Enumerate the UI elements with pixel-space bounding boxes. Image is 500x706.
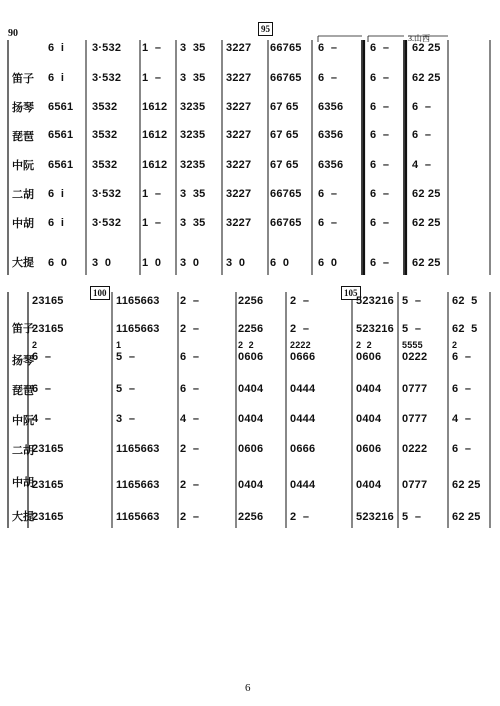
chord-upper-note: 2222 — [290, 340, 311, 350]
note-cell: 523216 — [356, 323, 394, 335]
note-cell: 6 – — [318, 188, 338, 200]
note-cell: 3 35 — [180, 217, 206, 229]
note-cell: 6 – — [412, 101, 432, 113]
note-cell: 2 – — [180, 511, 200, 523]
note-cell: 23165 — [32, 511, 64, 523]
note-cell: 6 – — [452, 383, 472, 395]
chord-upper-note: 2 — [32, 340, 38, 350]
note-cell: 523216 — [356, 511, 394, 523]
note-cell: 2256 — [238, 323, 264, 335]
note-cell: 3·532 — [92, 188, 122, 200]
rehearsal-mark-100: 100 — [90, 286, 110, 300]
measure-number-90: 90 — [8, 28, 18, 39]
note-cell: 0606 — [238, 351, 264, 363]
note-cell: 23165 — [32, 479, 64, 491]
note-cell: 62 25 — [412, 72, 441, 84]
note-cell: 62 5 — [452, 323, 478, 335]
note-cell: 6 – — [452, 351, 472, 363]
note-cell: 67 65 — [270, 129, 299, 141]
note-cell: 2 – — [290, 295, 310, 307]
note-cell: 5 – — [402, 323, 422, 335]
note-cell: 1165663 — [116, 511, 160, 523]
note-cell: 6 – — [318, 217, 338, 229]
note-cell: 62 25 — [452, 479, 481, 491]
note-cell: 67 65 — [270, 101, 299, 113]
note-cell: 6 i — [48, 217, 65, 229]
note-cell: 2 – — [180, 295, 200, 307]
note-cell: 0404 — [238, 413, 264, 425]
note-cell: 0777 — [402, 413, 428, 425]
note-cell: 6356 — [318, 101, 344, 113]
note-cell: 0444 — [290, 383, 316, 395]
note-cell: 6 – — [412, 129, 432, 141]
note-cell: 6 – — [370, 101, 390, 113]
note-cell: 3·532 — [92, 217, 122, 229]
note-cell: 1612 — [142, 159, 168, 171]
note-cell: 0444 — [290, 479, 316, 491]
note-cell: 0666 — [290, 351, 316, 363]
note-cell: 4 – — [32, 413, 52, 425]
note-cell: 2 – — [180, 443, 200, 455]
instrument-label: 笛子 — [12, 72, 34, 85]
note-cell: 2 – — [180, 323, 200, 335]
note-cell: 2256 — [238, 295, 264, 307]
instrument-label: 琵琶 — [12, 130, 34, 143]
note-cell: 5 – — [116, 351, 136, 363]
note-cell: 2 – — [290, 511, 310, 523]
note-cell: 1165663 — [116, 443, 160, 455]
note-cell: 1612 — [142, 101, 168, 113]
instrument-label: 二胡 — [12, 188, 34, 201]
note-cell: 523216 — [356, 295, 394, 307]
note-cell: 6 i — [48, 42, 65, 54]
note-cell: 62 25 — [412, 257, 441, 269]
instrument-label: 中胡 — [12, 217, 34, 230]
note-cell: 3 35 — [180, 188, 206, 200]
note-cell: 3235 — [180, 101, 206, 113]
note-cell: 3 – — [116, 413, 136, 425]
instrument-label: 二胡 — [12, 444, 34, 457]
instrument-label: 大提 — [12, 510, 34, 523]
note-cell: 1 – — [142, 217, 162, 229]
note-cell: 6 – — [318, 72, 338, 84]
note-cell: 0444 — [290, 413, 316, 425]
note-cell: 6356 — [318, 159, 344, 171]
note-cell: 5 – — [402, 511, 422, 523]
note-cell: 3 35 — [180, 42, 206, 54]
note-cell: 1612 — [142, 129, 168, 141]
note-cell: 6 – — [452, 443, 472, 455]
note-cell: 3532 — [92, 129, 118, 141]
note-cell: 0404 — [356, 413, 382, 425]
note-cell: 5 – — [116, 383, 136, 395]
note-cell: 6561 — [48, 129, 74, 141]
note-cell: 0404 — [356, 383, 382, 395]
note-cell: 3227 — [226, 101, 252, 113]
note-cell: 4 – — [412, 159, 432, 171]
note-cell: 3227 — [226, 129, 252, 141]
note-cell: 3 0 — [92, 257, 112, 269]
note-cell: 6 – — [370, 72, 390, 84]
note-cell: 1 – — [142, 42, 162, 54]
note-cell: 6 – — [180, 383, 200, 395]
instrument-label: 大提 — [12, 256, 34, 269]
note-cell: 66765 — [270, 188, 302, 200]
note-cell: 6 – — [318, 42, 338, 54]
note-cell: 0606 — [238, 443, 264, 455]
note-cell: 1 0 — [142, 257, 162, 269]
note-cell: 6 – — [370, 217, 390, 229]
chord-upper-note: 5555 — [402, 340, 423, 350]
ending-label: 3.山西 — [408, 34, 430, 43]
note-cell: 1165663 — [116, 295, 160, 307]
note-cell: 3·532 — [92, 72, 122, 84]
note-cell: 66765 — [270, 42, 302, 54]
note-cell: 0606 — [356, 443, 382, 455]
note-cell: 6 0 — [318, 257, 338, 269]
note-cell: 6 – — [370, 188, 390, 200]
note-cell: 3532 — [92, 159, 118, 171]
note-cell: 3532 — [92, 101, 118, 113]
page-number: 6 — [245, 682, 251, 694]
chord-upper-note: 2 2 — [238, 340, 254, 350]
note-cell: 3227 — [226, 188, 252, 200]
note-cell: 2 – — [290, 323, 310, 335]
chord-upper-note: 1 — [116, 340, 122, 350]
note-cell: 0666 — [290, 443, 316, 455]
note-cell: 6 – — [32, 351, 52, 363]
note-cell: 0222 — [402, 351, 428, 363]
note-cell: 6 i — [48, 188, 65, 200]
note-cell: 66765 — [270, 72, 302, 84]
note-cell: 6 i — [48, 72, 65, 84]
note-cell: 3 0 — [226, 257, 246, 269]
note-cell: 23165 — [32, 323, 64, 335]
instrument-label: 琵琶 — [12, 384, 34, 397]
note-cell: 3227 — [226, 159, 252, 171]
note-cell: 6 – — [32, 383, 52, 395]
instrument-label: 扬琴 — [12, 354, 34, 367]
note-cell: 3 35 — [180, 72, 206, 84]
note-cell: 0404 — [238, 479, 264, 491]
note-cell: 62 25 — [412, 42, 441, 54]
note-cell: 0777 — [402, 383, 428, 395]
note-cell: 6 – — [180, 351, 200, 363]
note-cell: 3227 — [226, 217, 252, 229]
note-cell: 67 65 — [270, 159, 299, 171]
note-cell: 6 – — [370, 159, 390, 171]
note-cell: 3 0 — [180, 257, 200, 269]
note-cell: 4 – — [452, 413, 472, 425]
note-cell: 62 5 — [452, 295, 478, 307]
note-cell: 3227 — [226, 42, 252, 54]
note-cell: 6 – — [370, 42, 390, 54]
rehearsal-mark-95: 95 — [258, 22, 273, 36]
note-cell: 2256 — [238, 511, 264, 523]
note-cell: 2 – — [180, 479, 200, 491]
note-cell: 0222 — [402, 443, 428, 455]
note-cell: 23165 — [32, 295, 64, 307]
note-cell: 3235 — [180, 129, 206, 141]
note-cell: 62 25 — [412, 188, 441, 200]
note-cell: 66765 — [270, 217, 302, 229]
note-cell: 1 – — [142, 72, 162, 84]
note-cell: 0404 — [356, 479, 382, 491]
note-cell: 6 – — [370, 257, 390, 269]
instrument-label: 中阮 — [12, 414, 34, 427]
note-cell: 6561 — [48, 159, 74, 171]
note-cell: 0404 — [238, 383, 264, 395]
chord-upper-note: 2 — [452, 340, 458, 350]
note-cell: 3·532 — [92, 42, 122, 54]
instrument-label: 中阮 — [12, 159, 34, 172]
note-cell: 0606 — [356, 351, 382, 363]
note-cell: 6 0 — [270, 257, 290, 269]
note-cell: 6 – — [370, 129, 390, 141]
note-cell: 1165663 — [116, 479, 160, 491]
note-cell: 6561 — [48, 101, 74, 113]
note-cell: 3227 — [226, 72, 252, 84]
note-cell: 23165 — [32, 443, 64, 455]
note-cell: 3235 — [180, 159, 206, 171]
note-cell: 5 – — [402, 295, 422, 307]
note-cell: 6356 — [318, 129, 344, 141]
note-cell: 62 25 — [412, 217, 441, 229]
instrument-label: 笛子 — [12, 322, 34, 335]
note-cell: 1 – — [142, 188, 162, 200]
instrument-label: 中胡 — [12, 476, 34, 489]
note-cell: 1165663 — [116, 323, 160, 335]
instrument-label: 扬琴 — [12, 101, 34, 114]
note-cell: 4 – — [180, 413, 200, 425]
note-cell: 0777 — [402, 479, 428, 491]
chord-upper-note: 2 2 — [356, 340, 372, 350]
rehearsal-mark-105: 105 — [341, 286, 361, 300]
note-cell: 6 0 — [48, 257, 68, 269]
note-cell: 62 25 — [452, 511, 481, 523]
